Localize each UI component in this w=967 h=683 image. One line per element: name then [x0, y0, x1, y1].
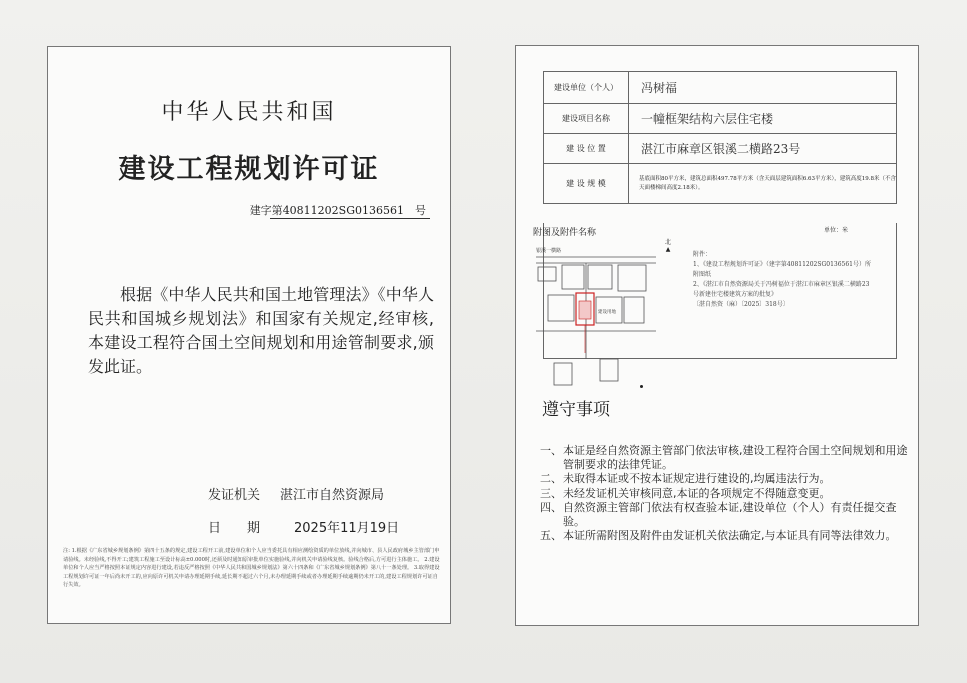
number-underline [270, 218, 430, 219]
table-row [544, 164, 897, 204]
map-building [624, 297, 644, 323]
site-plan-map [516, 241, 676, 391]
table-row [544, 134, 897, 164]
rule-index: 一、 [540, 444, 562, 457]
rule-item [540, 487, 910, 501]
map-building [538, 267, 556, 281]
row-value: 一幢框架结构六层住宅楼 [629, 104, 897, 134]
date-row [208, 517, 399, 536]
map-building [548, 295, 574, 321]
issuer-row [208, 484, 384, 503]
number-value: 40811202SG0136561 [282, 204, 404, 217]
attachment-item: 2、《湛江市自然资源局关于冯树福位于湛江市麻章区银溪二横路23号新建住宅楼建筑方案的批复》 [693, 281, 870, 298]
row-label: 建设单位（个人） [544, 72, 629, 104]
rule-item [540, 529, 910, 543]
issuer-label: 发证机关 [208, 488, 261, 503]
map-building [600, 359, 618, 381]
rule-text: 未经发证机关审核同意,本证的各项规定不得随意变更。 [563, 486, 831, 500]
north-arrow-icon: 北 ▲ [665, 239, 672, 253]
ink-dot [640, 385, 643, 388]
table-row [544, 104, 897, 134]
rules-title: 遵守事项 [542, 400, 610, 420]
permit-cover-page [47, 46, 451, 624]
number-suffix: 号 [415, 204, 426, 217]
map-road-label: 银溪一横路 [536, 248, 562, 254]
attachment-item: 附件： [693, 251, 712, 258]
date-label: 日 期 [208, 521, 261, 536]
rule-item [540, 501, 910, 529]
rule-text: 未取得本证或不按本证规定进行建设的,均属违法行为。 [563, 472, 831, 486]
row-value: 基底面积80平方米，建筑总面积497.78平方米（含天面层建筑面积6.63平方米），建筑高度19.8米（不含天面楼梯间高度2.18米）。 [629, 164, 897, 204]
rule-index: 二、 [540, 472, 562, 486]
rules-list [540, 444, 910, 543]
rule-text: 本证是经自然资源主管部门依法审核,建设工程符合国土空间规划和用途管制要求的法律凭证。 [563, 444, 908, 472]
rule-item [540, 472, 910, 486]
north-label: 北 [665, 239, 672, 246]
rule-index: 五、 [540, 529, 562, 543]
row-label: 建 设 位 置 [544, 134, 629, 164]
row-label: 建 设 规 模 [544, 164, 629, 204]
attachments-list [693, 250, 873, 310]
map-building [554, 363, 572, 385]
permit-detail-page [515, 45, 919, 626]
rule-index: 三、 [540, 486, 562, 500]
site-building [579, 301, 591, 319]
map-site-label: 建设用地 [598, 310, 616, 315]
number-prefix: 建字第 [249, 204, 283, 217]
project-info-table [543, 71, 897, 204]
unit-label: 单位：米 [823, 227, 848, 234]
map-building [562, 265, 584, 289]
rule-index: 四、 [540, 500, 562, 514]
table-row [544, 72, 897, 104]
country-heading: 中华人民共和国 [161, 100, 337, 125]
row-label: 建设项目名称 [544, 104, 629, 134]
footnotes: 注: 1.根据《广东省城乡规划条例》第四十五条的规定,建设工程开工前,建设单位和个人应当委托具有相应测绘资质的单位放线,并向城市、县人民政府城乡主管部门申请验线。未经验线,不得开工;建筑工程施工至设计标高±0.000时,还须及时通知原审批单位实施验线,并向机关申请验线复核。验线合格后,方可进行主体施工。 2.建设单位和个人应当严格按照本证规定内容进行建设,若违反严格按照《中华人民共和国城乡规划法》第六十四条和《广东省城乡规划条例》第八十一条处理。 3.取得建设工程规划许可证一年后尚未开工的,应向原许可机关申请办理延期手续,延长期不超过六个月,未办理延期手续或者办理延期手续逾期仍未开工的,建设工程规划许可证自行失效。 [63, 548, 440, 588]
attachment-item: 〔湛自然资（麻）〔2025〕318号〕 [693, 301, 789, 308]
rule-text: 自然资源主管部门依法有权查验本证,建设单位（个人）有责任提交查验。 [563, 500, 897, 529]
permit-title: 建设工程规划许可证 [118, 154, 380, 185]
row-value: 冯树福 [629, 72, 897, 104]
permit-number [250, 202, 426, 218]
row-value: 湛江市麻章区银溪二横路23号 [629, 134, 897, 164]
map-building [618, 265, 646, 291]
attachment-item: 1、《建设工程规划许可证》（建字第40811202SG0136561号）所附图纸 [693, 261, 871, 278]
attachments-title: 附图及附件名称 [533, 228, 597, 238]
date-value: 2025年11月19日 [294, 521, 400, 536]
map-building [588, 265, 612, 289]
rule-item [540, 444, 910, 472]
issuer-value: 湛江市自然资源局 [280, 488, 385, 503]
rule-text: 本证所需附图及附件由发证机关依法确定,与本证具有同等法律效力。 [563, 529, 897, 543]
permit-body-text: 根据《中华人民共和国土地管理法》《中华人民共和国城乡规划法》和国家有关规定,经审核,本建设工程符合国土空间规划和用途管制要求,颁发此证。 [88, 285, 434, 376]
